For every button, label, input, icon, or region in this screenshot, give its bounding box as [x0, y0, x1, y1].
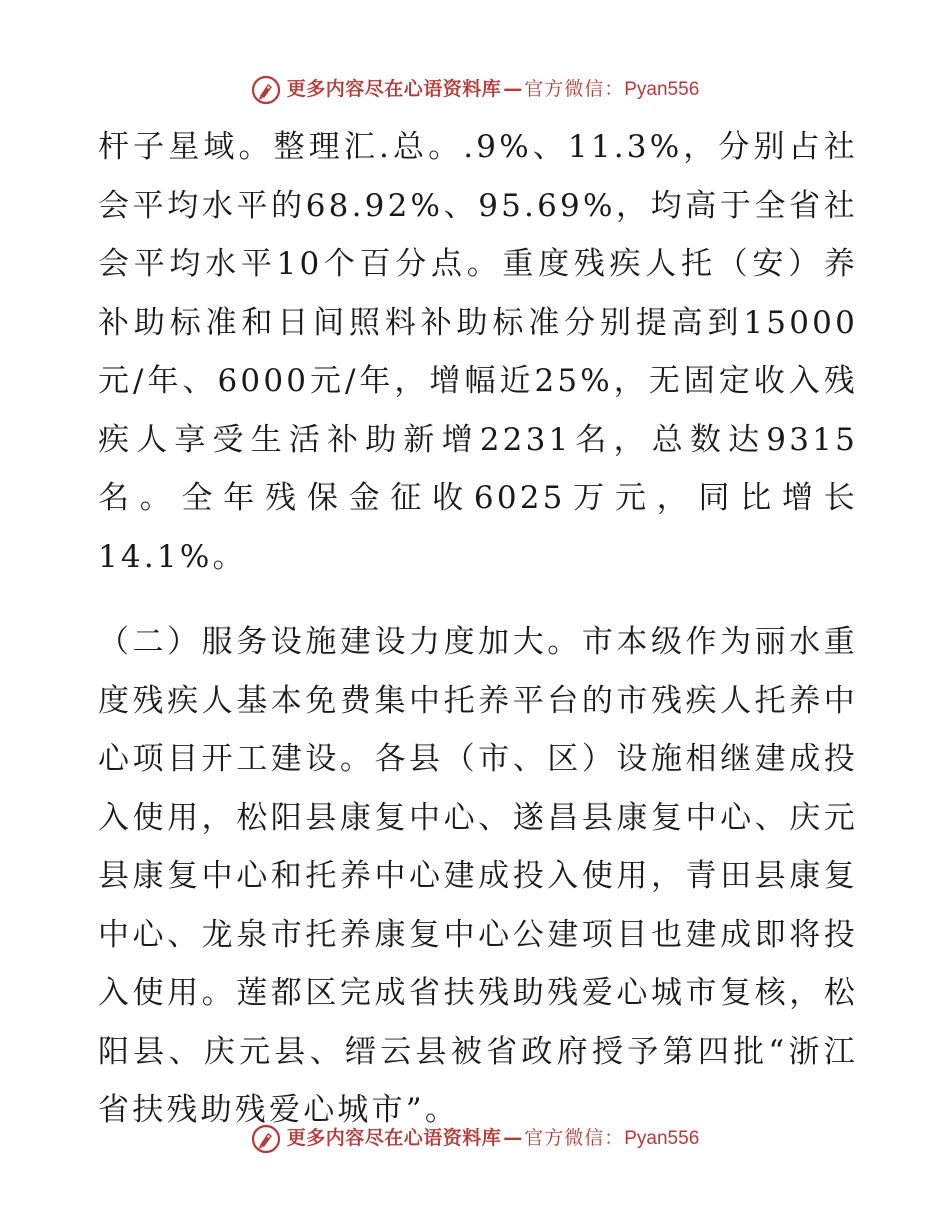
- banner-wechat-id: Pyan556: [624, 79, 700, 100]
- banner-text: [287, 74, 700, 105]
- banner-sub-text: 官方微信：: [524, 78, 625, 100]
- banner-wechat-id: Pyan556: [624, 1128, 700, 1149]
- footer-banner: [0, 1123, 950, 1154]
- banner-separator: —: [503, 1127, 523, 1149]
- banner-separator: —: [503, 78, 523, 100]
- banner-text: [287, 1123, 700, 1154]
- header-banner: [0, 74, 950, 105]
- paragraph-1: 杆子星域。整理汇.总。.9%、11.3%，分别占社会平均水平的68.92%、95.69%，均高于全省社会平均水平10个百分点。重度残疾人托（安）养补助标准和日间照料补助标准分别提高到15000元/年、6000元/年，增幅近25%，无固定收入残疾人享受生活补助新增2231名，总数达9315名。全年残保金征收6025万元，同比增长14.1%。: [98, 129, 858, 575]
- banner-sub-text: 官方微信：: [524, 1127, 625, 1149]
- pen-nib-logo-icon: [251, 1124, 281, 1154]
- pen-nib-logo-icon: [251, 75, 281, 105]
- banner-main-text: 更多内容尽在心语资料库: [286, 1127, 502, 1149]
- banner-main-text: 更多内容尽在心语资料库: [286, 78, 502, 100]
- document-body: [98, 118, 858, 1140]
- paragraph-2: （二）服务设施建设力度加大。市本级作为丽水重度残疾人基本免费集中托养平台的市残疾人托养中心项目开工建设。各县（市、区）设施相继建成投入使用，松阳县康复中心、遂昌县康复中心、庆元县康复中心和托养中心建成投入使用，青田县康复中心、龙泉市托养康复中心公建项目也建成即将投入使用。莲都区完成省扶残助残爱心城市复核，松阳县、庆元县、缙云县被省政府授予第四批“浙江省扶残助残爱心城市”。: [98, 624, 858, 1128]
